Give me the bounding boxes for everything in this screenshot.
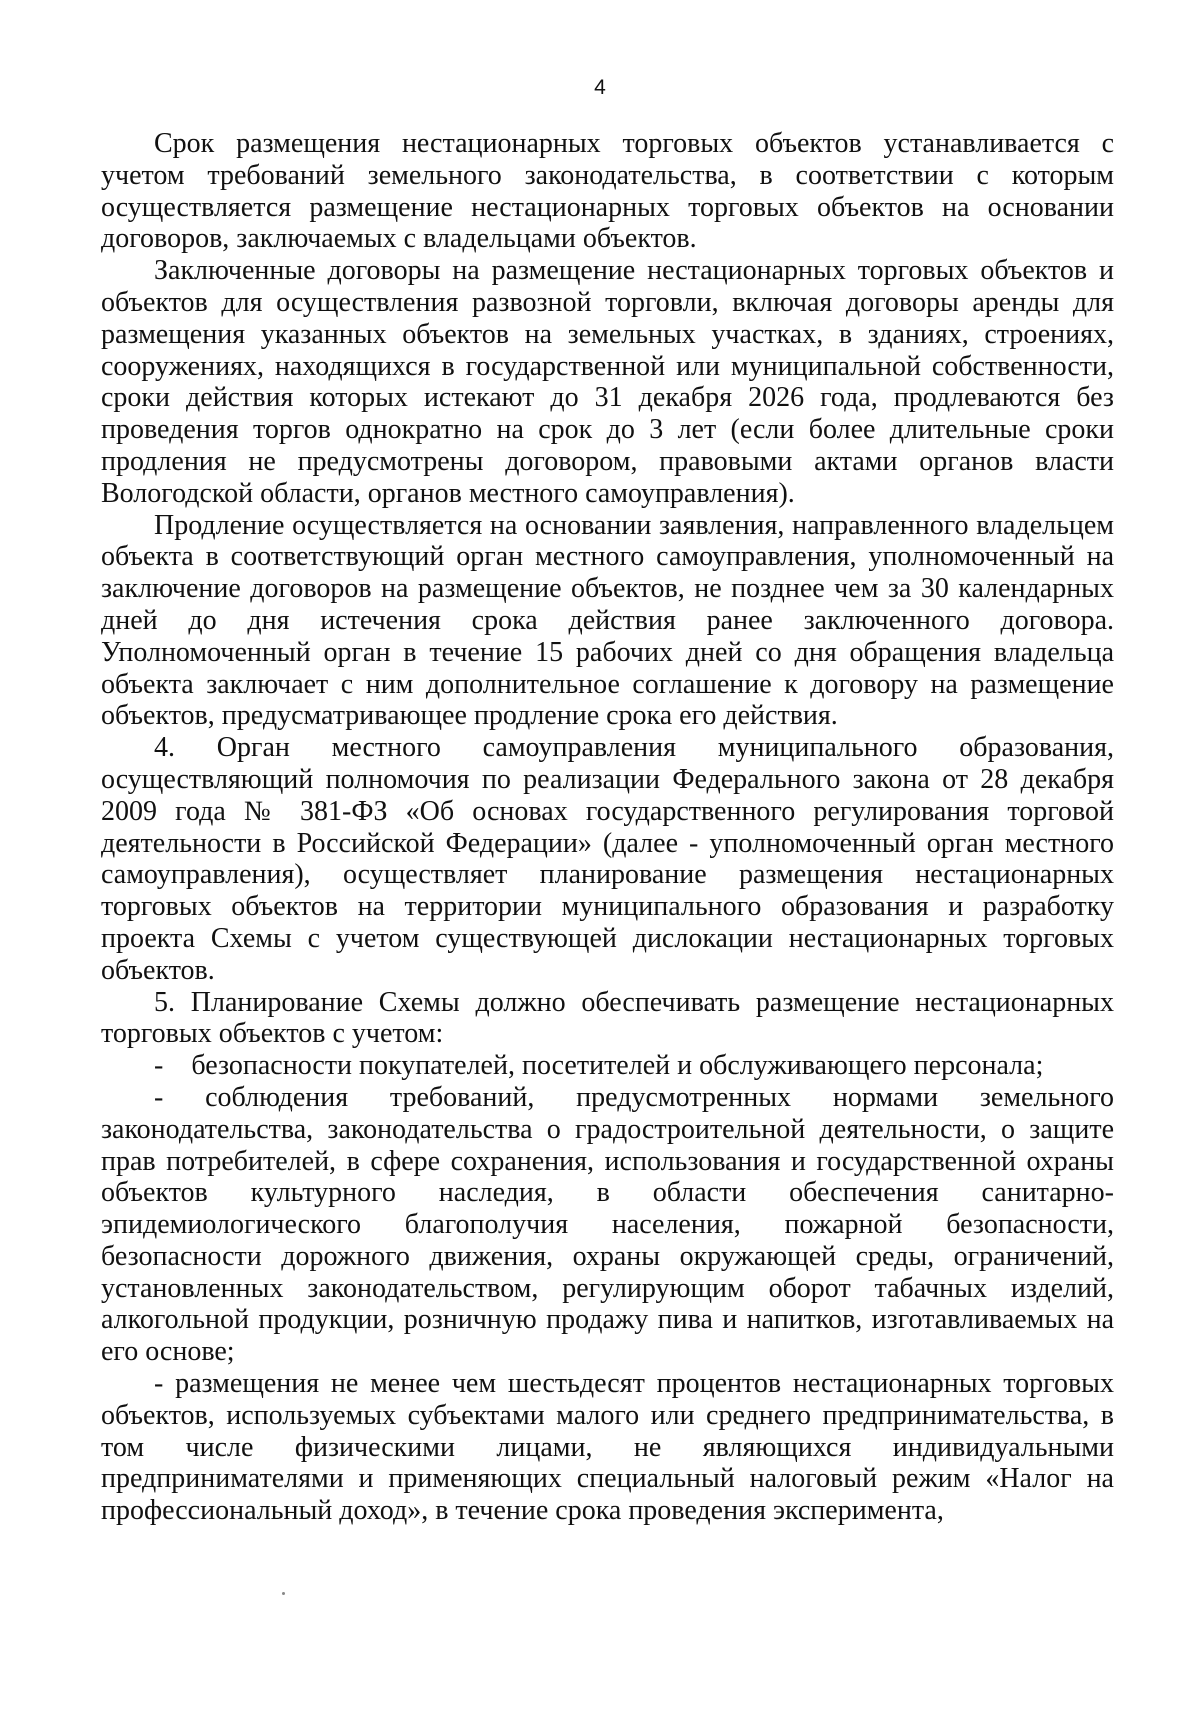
paragraph-item-4: 4. Орган местного самоуправления муниципального образования, осуществляющий полномочия по реализации Федерального закона от 28 декабря 2009 года № 381-ФЗ «Об основах государственного регулирования торговой деятельности в Российской Федерации» (далее - уполномоченный орган местного самоуправления), осуществляет планирование размещения нестационарных торговых объектов на территории муниципального образования и разработку проекта Схемы с учетом существующей дислокации нестационарных торговых объектов.	[101, 732, 1114, 986]
paragraph-extension-procedure: Продление осуществляется на основании заявления, направленного владельцем объекта в соответствующий орган местного самоуправления, уполномоченный на заключение договоров на размещение объектов, не позднее чем за 30 календарных дней до дня истечения срока действия ранее заключенного договора. Уполномоченный орган в течение 15 рабочих дней со дня обращения владельца объекта заключает с ним дополнительное соглашение к договору на размещение объектов, предусматривающее продление срока его действия.	[101, 509, 1114, 732]
list-item-small-business-share: - размещения не менее чем шестьдесят процентов нестационарных торговых объектов, используемых субъектами малого или среднего предпринимательства, в том числе физическими лицами, не являющихся индивидуальными предпринимателями и применяющих специальный налоговый режим «Налог на профессиональный доход», в течение срока проведения эксперимента,	[101, 1368, 1114, 1527]
scan-speck	[282, 1592, 285, 1595]
document-body	[101, 128, 1114, 1527]
list-item-safety: - безопасности покупателей, посетителей и обслуживающего персонала;	[154, 1050, 1044, 1082]
paragraph-contracts-extension: Заключенные договоры на размещение нестационарных торговых объектов и объектов для осуществления развозной торговли, включая договоры аренды для размещения указанных объектов на земельных участках, в зданиях, строениях, сооружениях, находящихся в государственной или муниципальной собственности, сроки действия которых истекают до 31 декабря 2026 года, продлеваются без проведения торгов однократно на срок до 3 лет (если более длительные сроки продления не предусмотрены договором, правовыми актами органов власти Вологодской области, органов местного самоуправления).	[101, 255, 1114, 509]
page-number: 4	[594, 76, 606, 99]
paragraph-item-5: 5. Планирование Схемы должно обеспечивать размещение нестационарных торговых объектов с учетом:	[101, 986, 1114, 1050]
paragraph-term-of-placement: Срок размещения нестационарных торговых объектов устанавливается с учетом требований земельного законодательства, в соответствии с которым осуществляется размещение нестационарных торговых объектов на основании договоров, заключаемых с владельцами объектов.	[101, 128, 1114, 255]
list-item-legal-requirements: - соблюдения требований, предусмотренных нормами земельного законодательства, законодательства о градостроительной деятельности, о защите прав потребителей, в сфере сохранения, использования и государственной охраны объектов культурного наследия, в области обеспечения санитарно-эпидемиологического благополучия населения, пожарной безопасности, безопасности дорожного движения, охраны окружающей среды, ограничений, установленных законодательством, регулирующим оборот табачных изделий, алкогольной продукции, розничную продажу пива и напитков, изготавливаемых на его основе;	[101, 1081, 1114, 1368]
